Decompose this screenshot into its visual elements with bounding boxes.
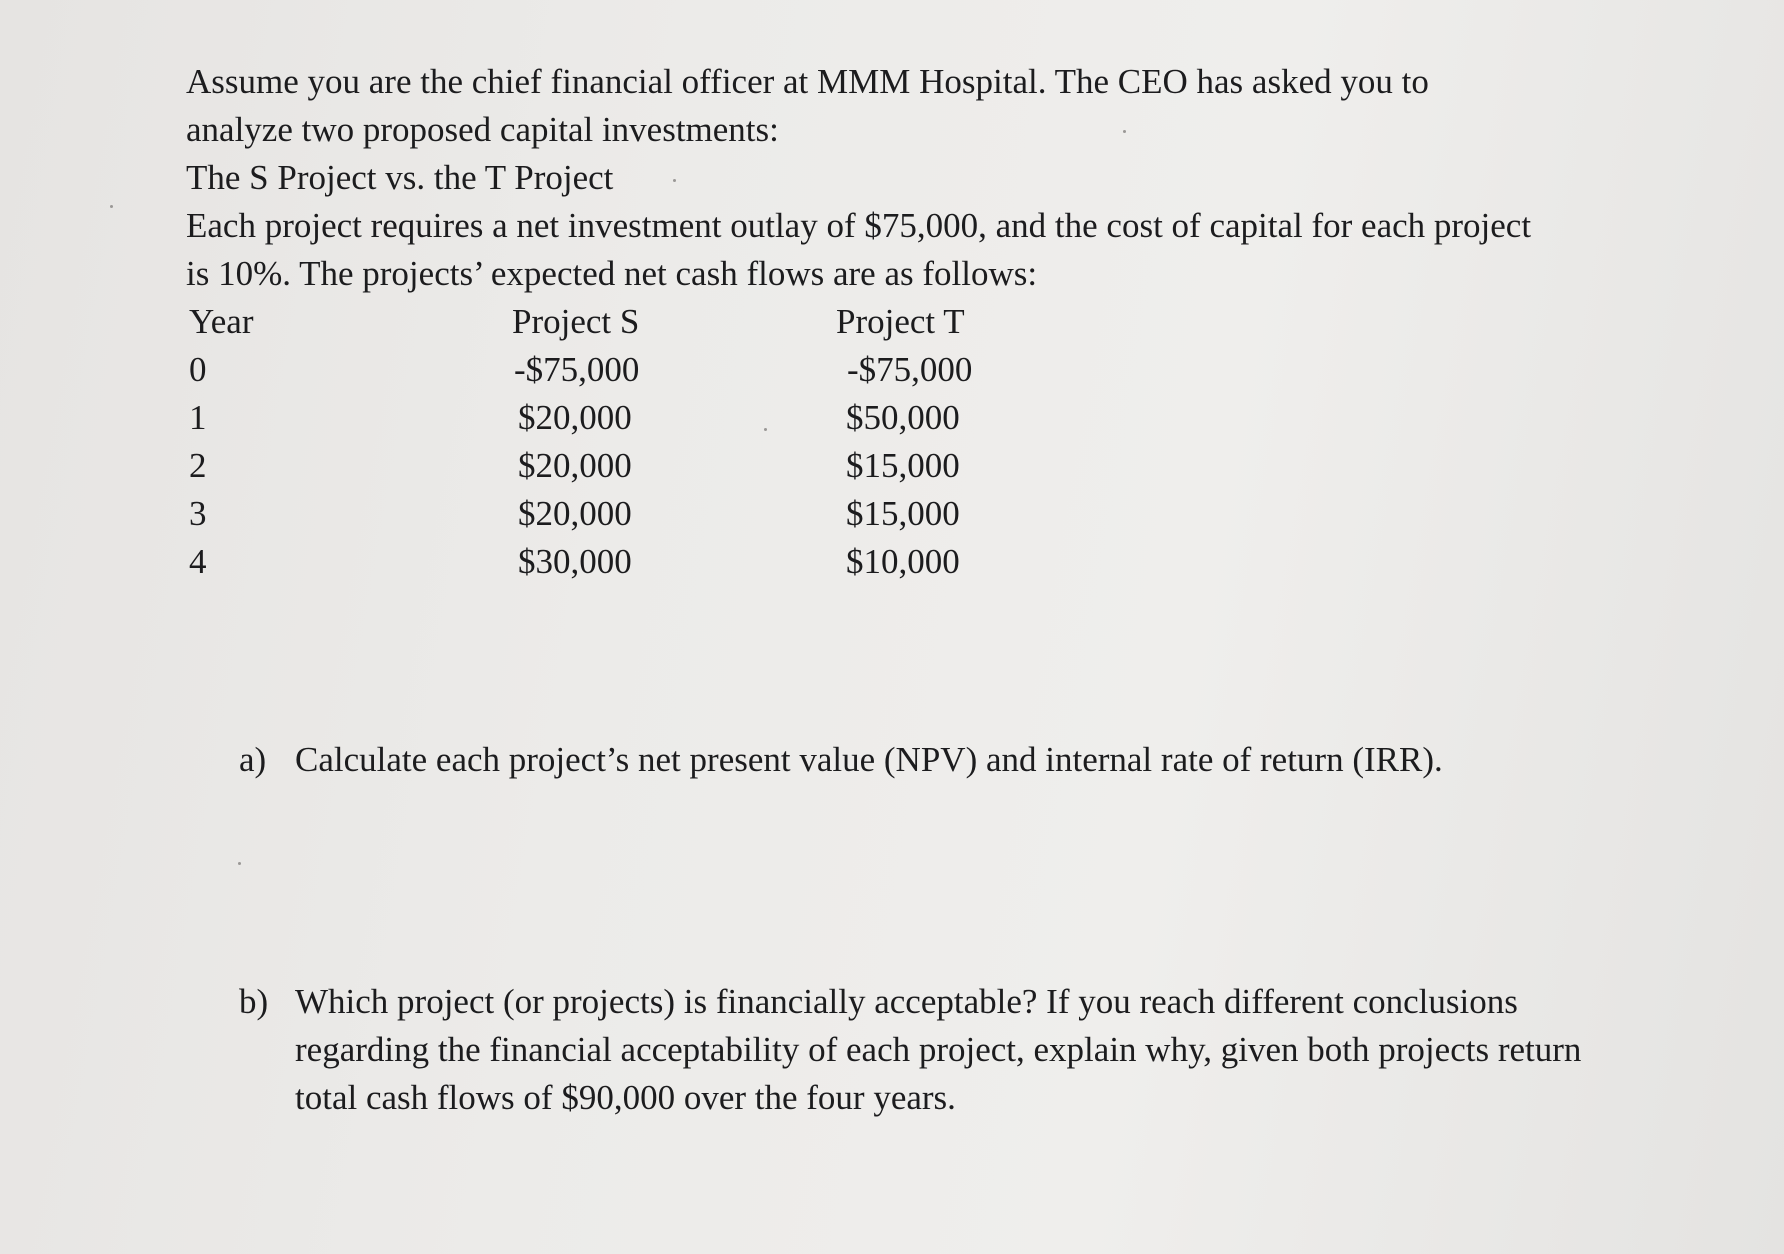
row-project-t: $50,000 [846,398,960,437]
row-project-t: $15,000 [846,494,960,533]
header-year: Year [189,302,254,341]
row-project-s: $20,000 [518,446,632,485]
intro-line-1: Assume you are the chief financial officer at MMM Hospital. The CEO has asked you to [186,62,1429,101]
question-label: a) [239,740,267,779]
intro-line-5: is 10%. The projects’ expected net cash flows are as follows: [186,254,1038,293]
row-project-s: $20,000 [518,494,632,533]
row-project-t: $10,000 [846,542,960,581]
row-year: 0 [189,350,207,389]
paper-speck [110,205,113,208]
paper-speck [238,862,241,865]
paper-speck [673,179,676,182]
intro-line-3: The S Project vs. the T Project [186,158,614,197]
header-project-s: Project S [512,302,640,341]
row-project-t: -$75,000 [847,350,973,389]
intro-line-4: Each project requires a net investment outlay of $75,000, and the cost of capital for each project [186,206,1532,245]
paper-speck [1123,130,1126,133]
row-project-s: $20,000 [518,398,632,437]
question-text: Which project (or projects) is financially acceptable? If you reach different conclusions regarding the financial acceptability of each project, explain why, given both projects return total cash flows of $90,000 over the four years. [295,982,1582,1117]
row-project-t: $15,000 [846,446,960,485]
row-year: 4 [189,542,207,581]
row-project-s: -$75,000 [514,350,640,389]
row-year: 2 [189,446,207,485]
question-label: b) [239,982,269,1021]
row-year: 1 [189,398,207,437]
row-year: 3 [189,494,207,533]
row-project-s: $30,000 [518,542,632,581]
header-project-t: Project T [836,302,965,341]
paper-speck [764,428,767,431]
intro-line-2: analyze two proposed capital investments: [186,110,779,149]
question-text: Calculate each project’s net present value (NPV) and internal rate of return (IRR). [295,740,1443,779]
